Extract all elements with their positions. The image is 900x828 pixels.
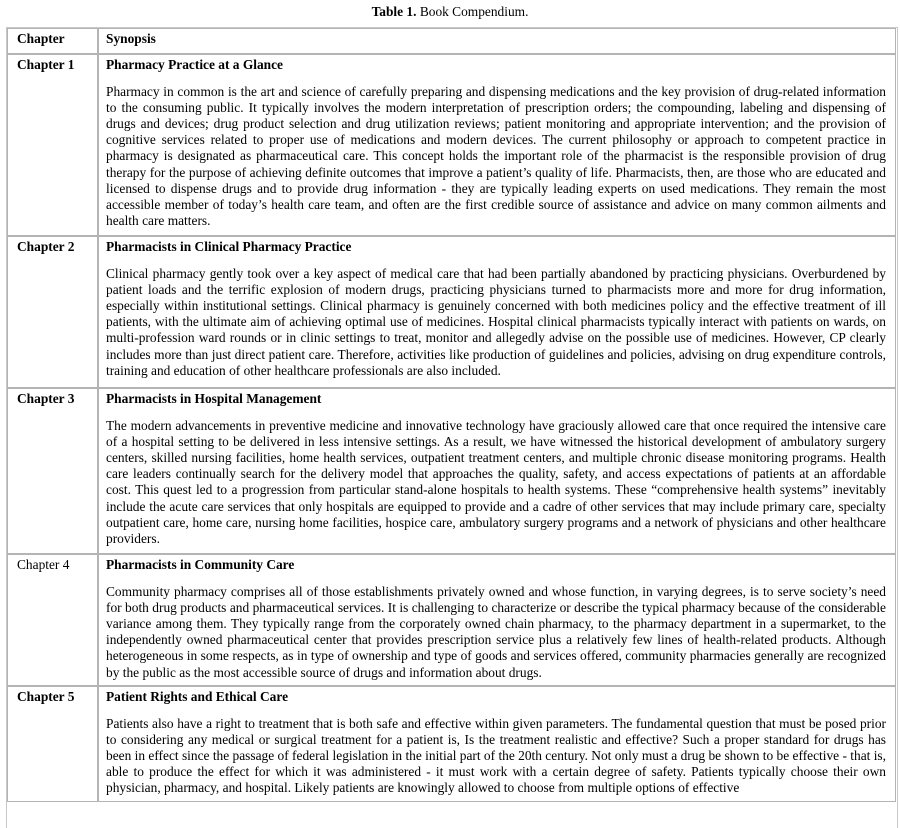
chapter-synopsis-text: Community pharmacy comprises all of those establishments privately owned and whose function, in varying degrees, is to serve society’s need for both drug products and pharmaceutical services. It is challenging to characterize or describe the typical pharmacy because of the considerable variance among them. They typically range from the corporately owned chain pharmacy, to the pharmacy department in a supermarket, to the independently owned pharmaceutical center that provides prescription service plus a relatively few lines of health-related products. Although heterogeneous in some respects, as in type of ownership and type of goods and services offered, community pharmacies generally are recognized by the public as the most accessible source of drugs and information about drugs. <box>106 584 886 680</box>
chapter-title: Pharmacists in Clinical Pharmacy Practice <box>106 239 352 254</box>
table-row <box>7 236 896 388</box>
header-synopsis <box>98 28 896 54</box>
chapter-synopsis-text: The modern advancements in preventive medicine and innovative technology have graciously allowed care that once required the intensive care of a hospital setting to be delivered in less intensive settings. As a result, we have witnessed the historical development of ambulatory surgery centers, skilled nursing facilities, home health services, outpatient treatment centers, and multiple chronic disease monitoring programs. Health care leaders continually search for the delivery model that approaches the quality, safety, and access expectations of patients at an affordable cost. This quest led to a progression from particular stand-alone hospitals to health systems. These “comprehensive health systems” inevitably include the acute care services that only hospitals are equipped to provide and a cadre of other services that may include primary care, specialty outpatient care, home care, nursing home facilities, hospice care, ambulatory surgery programs and a network of physicians and other healthcare providers. <box>106 418 886 546</box>
chapter-synopsis-text: Clinical pharmacy gently took over a key aspect of medical care that had been partially abandoned by practicing physicians. Overburdened by patient loads and the terrific explosion of modern drugs, practicing physicians turned to pharmacists more and more for drug information, especially within institutional settings. Clinical pharmacy is genuinely concerned with both medicines policy and the effective treatment of ill patients, with the ultimate aim of achieving optimal use of medicines. Hospital clinical pharmacists typically interact with patients on wards, on multi-profession ward rounds or in clinic settings to treat, monitor and allegedly advise on the possible use of medicines. However, CP clearly includes more than just direct patient care. Therefore, activities like production of guidelines and policies, advising on drug expenditure controls, training and education of other healthcare professionals are also included. <box>106 266 886 378</box>
table-row <box>7 554 896 686</box>
chapter-title: Pharmacy Practice at a Glance <box>106 57 283 72</box>
table-row <box>7 686 896 802</box>
table-row <box>7 388 896 554</box>
table-header-row <box>7 28 896 54</box>
chapter-cell <box>7 554 98 686</box>
chapter-title: Pharmacists in Community Care <box>106 557 295 572</box>
caption-text: Book Compendium. <box>416 4 529 19</box>
caption-label: Table 1. <box>371 4 417 19</box>
chapter-cell <box>7 54 98 236</box>
chapter-label: Chapter 3 <box>17 391 75 406</box>
chapter-title: Patient Rights and Ethical Care <box>106 689 289 704</box>
chapter-cell <box>7 686 98 802</box>
chapter-cell <box>7 388 98 554</box>
chapter-label: Chapter 2 <box>17 239 75 254</box>
book-compendium-table <box>6 27 898 828</box>
synopsis-cell <box>98 54 896 236</box>
chapter-synopsis-text: Patients also have a right to treatment that is both safe and effective within given parameters. The fundamental question that must be posed prior to considering any medical or surgical treatment for a patient is, Is the treatment realistic and effective? Such a proper standard for drugs has been in effect since the passage of federal legislation in the initial part of the 20th century. Not only must a drug be shown to be effective - that is, able to produce the effect for which it was administered - it must work with a certain degree of safety. Patients typically choose their own physician, pharmacy, and hospital. Likely patients are knowingly allowed to choose from multiple options of effective <box>106 716 886 796</box>
chapter-label: Chapter 1 <box>17 57 75 72</box>
chapter-title: Pharmacists in Hospital Management <box>106 391 322 406</box>
synopsis-cell <box>98 554 896 686</box>
synopsis-cell <box>98 236 896 388</box>
chapter-synopsis-text: Pharmacy in common is the art and science of carefully preparing and dispensing medications and the key provision of drug-related information to the consuming public. It typically involves the modern interpretation of prescription orders; the compounding, labeling and dispensing of drugs and devices; drug product selection and drug utilization reviews; patient monitoring and appropriate intervention; and the provision of cognitive services related to proper use of medications and modern devices. The current philosophy or approach to competent practice in pharmacy is designated as pharmaceutical care. This concept holds the important role of the pharmacist is the responsible provision of drug therapy for the purpose of achieving definite outcomes that improve a patient’s quality of life. Pharmacists, then, are those who are educated and licensed to dispense drugs and to provide drug information - they are typically leading experts on used medications. They remain the most accessible member of today’s health care team, and often are the first credible source of assistance and advice on many common ailments and health care matters. <box>106 84 886 228</box>
header-synopsis-label: Synopsis <box>106 31 156 46</box>
chapter-label: Chapter 5 <box>17 689 75 704</box>
table-caption <box>0 3 900 20</box>
compendium-table <box>7 28 896 802</box>
table-row <box>7 54 896 236</box>
synopsis-cell <box>98 686 896 802</box>
header-chapter-label: Chapter <box>17 31 65 46</box>
chapter-cell <box>7 236 98 388</box>
chapter-label: Chapter 4 <box>17 557 70 572</box>
synopsis-cell <box>98 388 896 554</box>
header-chapter <box>7 28 98 54</box>
